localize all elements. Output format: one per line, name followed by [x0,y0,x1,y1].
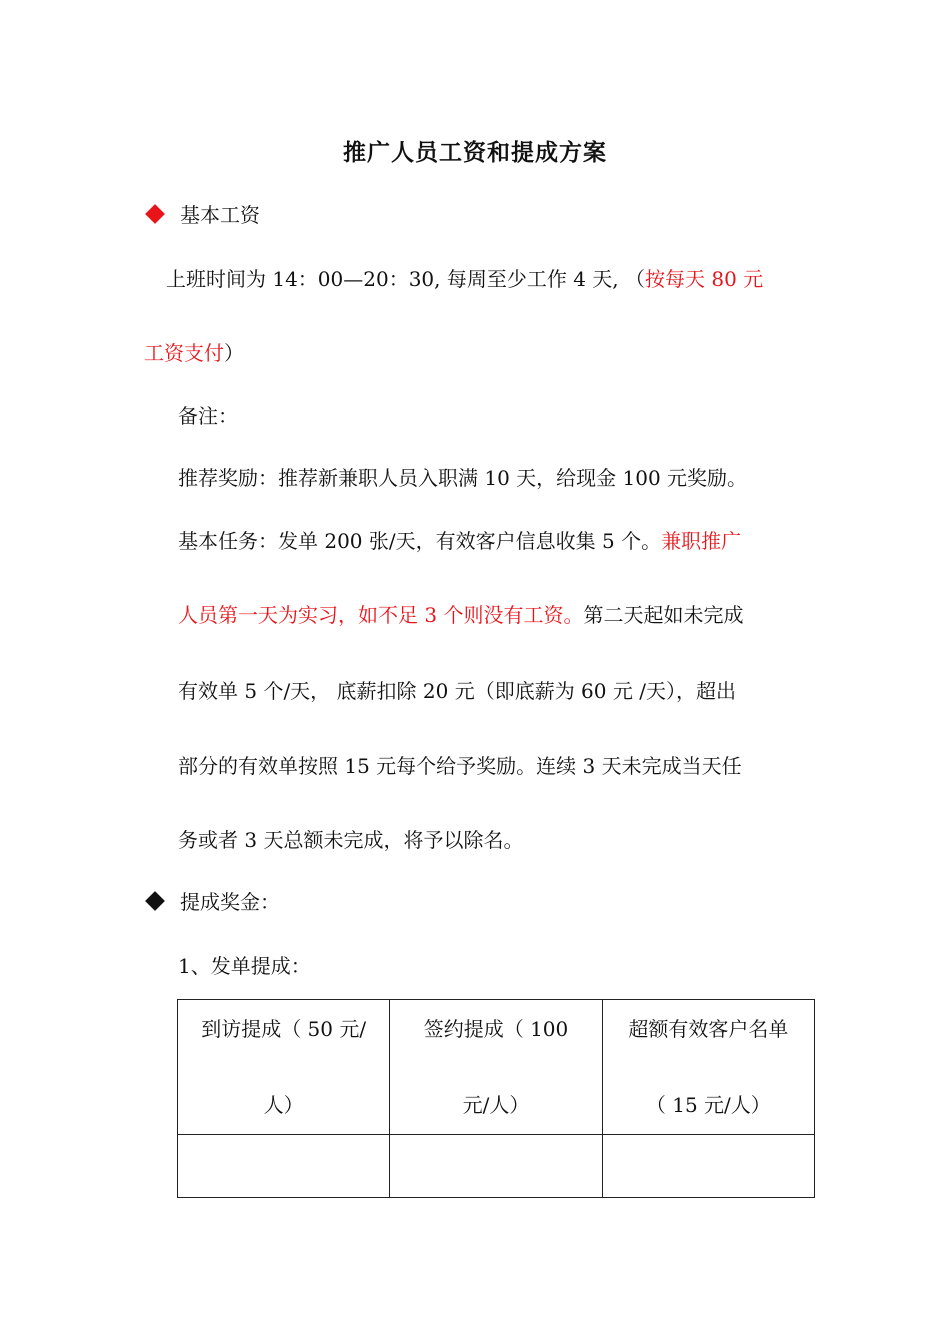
table-header-cell [390,1000,602,1135]
task-line-5: 务或者 3 天总额未完成，将予以除名。 [178,828,524,852]
header-line: 人） [263,1093,304,1117]
section-heading: 基本工资 [180,203,260,227]
task-line-3: 有效单 5 个/天， 底薪扣除 20 元（即底薪为 60 元 /天），超出 [178,679,736,703]
section-heading: 提成奖金： [180,890,280,914]
black-diamond-bullet-icon [145,891,165,911]
table-cell[interactable] [178,1135,390,1198]
task-text: 基本任务：发单 200 张/天，有效客户信息收集 5 个。 [178,529,662,553]
schedule-close-paren: ） [224,341,244,365]
table-cell[interactable] [602,1135,814,1198]
schedule-pay-highlight: 按每天 80 元 [645,267,764,291]
task-line-4: 部分的有效单按照 15 元每个给予奖励。连续 3 天未完成当天任 [178,754,742,778]
section-commission [148,887,280,917]
task-highlight-cont: 人员第一天为实习，如不足 3 个则没有工资。 [178,603,584,627]
table-header-row [178,1000,815,1135]
commission-table [177,999,815,1198]
table-header-cell [178,1000,390,1135]
referral-reward: 推荐奖励：推荐新兼职人员入职满 10 天，给现金 100 元奖励。 [178,466,748,490]
section-basic-salary [148,200,260,230]
schedule-text: 上班时间为 14：00—20：30, 每周至少工作 4 天, （ [166,267,646,291]
task-text-cont: 第二天起如未完成 [583,603,744,627]
sub-heading-flyer-commission: 1、发单提成： [178,954,311,978]
document-title: 推广人员工资和提成方案 [343,139,607,166]
schedule-line-1 [166,264,763,294]
task-highlight: 兼职推广 [661,529,742,553]
table-row [178,1135,815,1198]
schedule-line-2 [144,338,244,368]
table-header-cell [602,1000,814,1135]
note-label: 备注： [178,404,238,428]
header-line: （ 15 元/人） [645,1093,771,1117]
header-line: 签约提成（ 100 [423,1017,569,1041]
header-line: 到访提成（ 50 元/ [201,1017,367,1041]
header-line: 超额有效客户名单 [628,1017,789,1041]
task-line-2 [178,600,743,630]
table-cell[interactable] [390,1135,602,1198]
schedule-pay-highlight-cont: 工资支付 [144,341,224,365]
red-diamond-bullet-icon [145,204,165,224]
header-line: 元/人） [462,1093,530,1117]
task-line-1 [178,526,741,556]
